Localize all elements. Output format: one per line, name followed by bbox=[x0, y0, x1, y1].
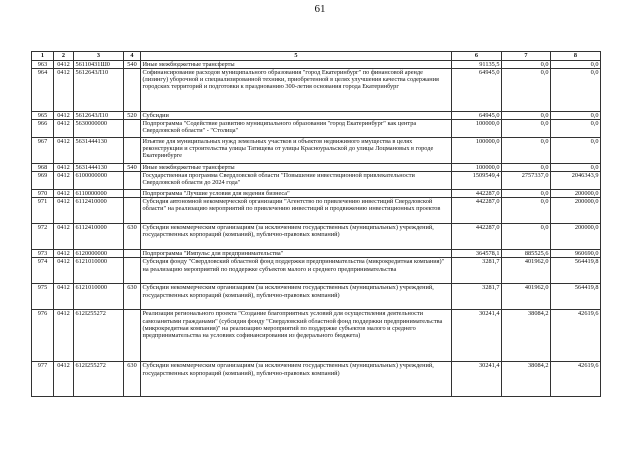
amount-year2-cell: 0,0 bbox=[502, 164, 551, 172]
amount-year2-cell: 0,0 bbox=[502, 190, 551, 198]
section-code-cell: 0412 bbox=[54, 250, 74, 258]
amount-year1-cell: 442287,0 bbox=[452, 224, 502, 250]
column-header: 1 bbox=[32, 52, 54, 61]
row-number-cell: 964 bbox=[32, 69, 54, 112]
row-number-cell: 977 bbox=[32, 362, 54, 397]
target-article-cell: 6112410000 bbox=[74, 198, 124, 224]
amount-year1-cell: 91135,5 bbox=[452, 61, 502, 69]
description-cell: Субсидии bbox=[141, 112, 452, 120]
section-code-cell: 0412 bbox=[54, 69, 74, 112]
expense-type-cell bbox=[124, 69, 141, 112]
amount-year3-cell: 564419,8 bbox=[551, 258, 601, 284]
amount-year3-cell: 0,0 bbox=[551, 164, 601, 172]
row-number-cell: 968 bbox=[32, 164, 54, 172]
description-cell: Субсидии некоммерческим организациям (за исключением государственных (муниципальных) учреждений, государственных корпораций (компаний), публично-правовых компаний) bbox=[141, 224, 452, 250]
amount-year1-cell: 64945,0 bbox=[452, 69, 502, 112]
description-cell: Субсидии некоммерческим организациям (за исключением государственных (муниципальных) учреждений, государственных корпораций (компаний), публично-правовых компаний) bbox=[141, 284, 452, 310]
expense-type-cell: 520 bbox=[124, 112, 141, 120]
row-number-cell: 972 bbox=[32, 224, 54, 250]
table-row bbox=[32, 120, 601, 138]
table-row bbox=[32, 61, 601, 69]
amount-year3-cell: 2046343,9 bbox=[551, 172, 601, 190]
target-article-cell: 5631444130 bbox=[74, 138, 124, 164]
amount-year2-cell: 38084,2 bbox=[502, 310, 551, 362]
expense-type-cell: 630 bbox=[124, 224, 141, 250]
description-cell: Иные межбюджетные трансферты bbox=[141, 61, 452, 69]
table-row bbox=[32, 164, 601, 172]
target-article-cell: 6100000000 bbox=[74, 172, 124, 190]
amount-year3-cell: 42619,6 bbox=[551, 310, 601, 362]
target-article-cell: 5612643Л10 bbox=[74, 112, 124, 120]
section-code-cell: 0412 bbox=[54, 112, 74, 120]
description-cell: Реализация регионального проекта "Создание благоприятных условий для осуществления деятельности самозанятыми гражданами" (субсидия фонду "Свердловский областной фонд поддержки предпринимательства (микрокредитная компания)" на реализацию мероприятий по поддержке субъектов малого и среднего предпринимательства на условиях софинансирования из федерального бюджета) bbox=[141, 310, 452, 362]
amount-year3-cell: 0,0 bbox=[551, 120, 601, 138]
section-code-cell: 0412 bbox=[54, 198, 74, 224]
section-code-cell: 0412 bbox=[54, 362, 74, 397]
amount-year3-cell: 564419,8 bbox=[551, 284, 601, 310]
table-row bbox=[32, 172, 601, 190]
amount-year3-cell: 0,0 bbox=[551, 69, 601, 112]
section-code-cell: 0412 bbox=[54, 164, 74, 172]
expense-type-cell bbox=[124, 258, 141, 284]
description-cell: Субсидия автономной некоммерческой организации "Агентство по привлечению инвестиций Свердловской области" на реализацию мероприятий по привлечению инвестиций и продвижению инвестиционных проектов bbox=[141, 198, 452, 224]
expense-type-cell bbox=[124, 120, 141, 138]
section-code-cell: 0412 bbox=[54, 138, 74, 164]
amount-year3-cell: 200000,0 bbox=[551, 198, 601, 224]
target-article-cell: 612I255272 bbox=[74, 362, 124, 397]
amount-year3-cell: 200000,0 bbox=[551, 190, 601, 198]
amount-year1-cell: 442287,0 bbox=[452, 198, 502, 224]
expense-type-cell: 540 bbox=[124, 61, 141, 69]
expense-type-cell bbox=[124, 310, 141, 362]
section-code-cell: 0412 bbox=[54, 120, 74, 138]
target-article-cell: 6121010000 bbox=[74, 258, 124, 284]
amount-year2-cell: 0,0 bbox=[502, 69, 551, 112]
row-number-cell: 963 bbox=[32, 61, 54, 69]
amount-year3-cell: 200000,0 bbox=[551, 224, 601, 250]
amount-year1-cell: 3281,7 bbox=[452, 284, 502, 310]
amount-year1-cell: 30241,4 bbox=[452, 310, 502, 362]
target-article-cell: 5630000000 bbox=[74, 120, 124, 138]
description-cell: Иные межбюджетные трансферты bbox=[141, 164, 452, 172]
amount-year3-cell: 960690,0 bbox=[551, 250, 601, 258]
table-row bbox=[32, 250, 601, 258]
description-cell: Подпрограмма "Лучшие условия для ведения бизнеса" bbox=[141, 190, 452, 198]
section-code-cell: 0412 bbox=[54, 258, 74, 284]
table-row bbox=[32, 310, 601, 362]
amount-year3-cell: 42619,6 bbox=[551, 362, 601, 397]
column-header: 8 bbox=[551, 52, 601, 61]
table-header-row bbox=[32, 52, 601, 61]
budget-table bbox=[31, 51, 601, 397]
row-number-cell: 976 bbox=[32, 310, 54, 362]
description-cell: Субсидия фонду "Свердловский областной фонд поддержки предпринимательства (микрокредитная компания)" на реализацию мероприятий по поддержке субъектов малого и среднего предпринимательства bbox=[141, 258, 452, 284]
amount-year1-cell: 1509549,4 bbox=[452, 172, 502, 190]
expense-type-cell: 630 bbox=[124, 284, 141, 310]
amount-year3-cell: 0,0 bbox=[551, 112, 601, 120]
table-row bbox=[32, 112, 601, 120]
amount-year2-cell: 401962,0 bbox=[502, 284, 551, 310]
amount-year2-cell: 0,0 bbox=[502, 138, 551, 164]
amount-year3-cell: 0,0 bbox=[551, 61, 601, 69]
expense-type-cell bbox=[124, 190, 141, 198]
amount-year2-cell: 0,0 bbox=[502, 120, 551, 138]
row-number-cell: 965 bbox=[32, 112, 54, 120]
expense-type-cell: 540 bbox=[124, 164, 141, 172]
description-cell: Изъятие для муниципальных нужд земельных участков и объектов недвижимого имущества в целях реконструкции и строительства улицы Татищева от улицы Красноуральской до улицы Лоцмановых в городе Екатеринбурге bbox=[141, 138, 452, 164]
amount-year1-cell: 100000,0 bbox=[452, 164, 502, 172]
amount-year2-cell: 0,0 bbox=[502, 198, 551, 224]
column-header: 4 bbox=[124, 52, 141, 61]
row-number-cell: 974 bbox=[32, 258, 54, 284]
expense-type-cell bbox=[124, 172, 141, 190]
target-article-cell: 6112410000 bbox=[74, 224, 124, 250]
table-row bbox=[32, 69, 601, 112]
section-code-cell: 0412 bbox=[54, 172, 74, 190]
section-code-cell: 0412 bbox=[54, 310, 74, 362]
amount-year2-cell: 38084,2 bbox=[502, 362, 551, 397]
amount-year1-cell: 100000,0 bbox=[452, 138, 502, 164]
row-number-cell: 975 bbox=[32, 284, 54, 310]
row-number-cell: 969 bbox=[32, 172, 54, 190]
target-article-cell: 6110000000 bbox=[74, 190, 124, 198]
table-row bbox=[32, 198, 601, 224]
target-article-cell: 56110431Ш0 bbox=[74, 61, 124, 69]
row-number-cell: 966 bbox=[32, 120, 54, 138]
table-row bbox=[32, 284, 601, 310]
expense-type-cell bbox=[124, 198, 141, 224]
amount-year1-cell: 3281,7 bbox=[452, 258, 502, 284]
amount-year2-cell: 401962,0 bbox=[502, 258, 551, 284]
table-row bbox=[32, 362, 601, 397]
target-article-cell: 612I255272 bbox=[74, 310, 124, 362]
amount-year2-cell: 0,0 bbox=[502, 112, 551, 120]
table-row bbox=[32, 190, 601, 198]
description-cell: Подпрограмма "Содействие развитию муниципального образования "город Екатеринбург" как центра Свердловской области" - "Столица" bbox=[141, 120, 452, 138]
row-number-cell: 971 bbox=[32, 198, 54, 224]
description-cell: Субсидии некоммерческим организациям (за исключением государственных (муниципальных) учреждений, государственных корпораций (компаний), публично-правовых компаний) bbox=[141, 362, 452, 397]
amount-year2-cell: 0,0 bbox=[502, 224, 551, 250]
target-article-cell: 5631444130 bbox=[74, 164, 124, 172]
row-number-cell: 973 bbox=[32, 250, 54, 258]
column-header: 2 bbox=[54, 52, 74, 61]
amount-year2-cell: 885525,6 bbox=[502, 250, 551, 258]
target-article-cell: 6120000000 bbox=[74, 250, 124, 258]
description-cell: Подпрограмма "Импульс для предпринимательства" bbox=[141, 250, 452, 258]
amount-year1-cell: 100000,0 bbox=[452, 120, 502, 138]
page-number: 61 bbox=[314, 3, 326, 15]
column-header: 5 bbox=[141, 52, 452, 61]
expense-type-cell bbox=[124, 250, 141, 258]
row-number-cell: 967 bbox=[32, 138, 54, 164]
section-code-cell: 0412 bbox=[54, 61, 74, 69]
target-article-cell: 5612643Л10 bbox=[74, 69, 124, 112]
section-code-cell: 0412 bbox=[54, 190, 74, 198]
table-row bbox=[32, 138, 601, 164]
table-body bbox=[32, 61, 601, 397]
row-number-cell: 970 bbox=[32, 190, 54, 198]
column-header: 6 bbox=[452, 52, 502, 61]
column-header: 3 bbox=[74, 52, 124, 61]
description-cell: Софинансирование расходов муниципального образования "город Екатеринбург" по финансовой аренде (лизингу) уборочной и специализированной техники, приобретенной в целях улучшения качества содержания городских территорий и подготовки к празднованию 300-летия основания города Екатеринбург bbox=[141, 69, 452, 112]
amount-year1-cell: 364578,1 bbox=[452, 250, 502, 258]
section-code-cell: 0412 bbox=[54, 224, 74, 250]
amount-year1-cell: 442287,0 bbox=[452, 190, 502, 198]
description-cell: Государственная программа Свердловской области "Повышение инвестиционной привлекательности Свердловской области до 2024 года" bbox=[141, 172, 452, 190]
amount-year1-cell: 64945,0 bbox=[452, 112, 502, 120]
column-header: 7 bbox=[502, 52, 551, 61]
expense-type-cell bbox=[124, 138, 141, 164]
table-row bbox=[32, 258, 601, 284]
target-article-cell: 6121010000 bbox=[74, 284, 124, 310]
amount-year3-cell: 0,0 bbox=[551, 138, 601, 164]
amount-year2-cell: 2757337,0 bbox=[502, 172, 551, 190]
section-code-cell: 0412 bbox=[54, 284, 74, 310]
table-row bbox=[32, 224, 601, 250]
amount-year2-cell: 0,0 bbox=[502, 61, 551, 69]
amount-year1-cell: 30241,4 bbox=[452, 362, 502, 397]
expense-type-cell: 630 bbox=[124, 362, 141, 397]
